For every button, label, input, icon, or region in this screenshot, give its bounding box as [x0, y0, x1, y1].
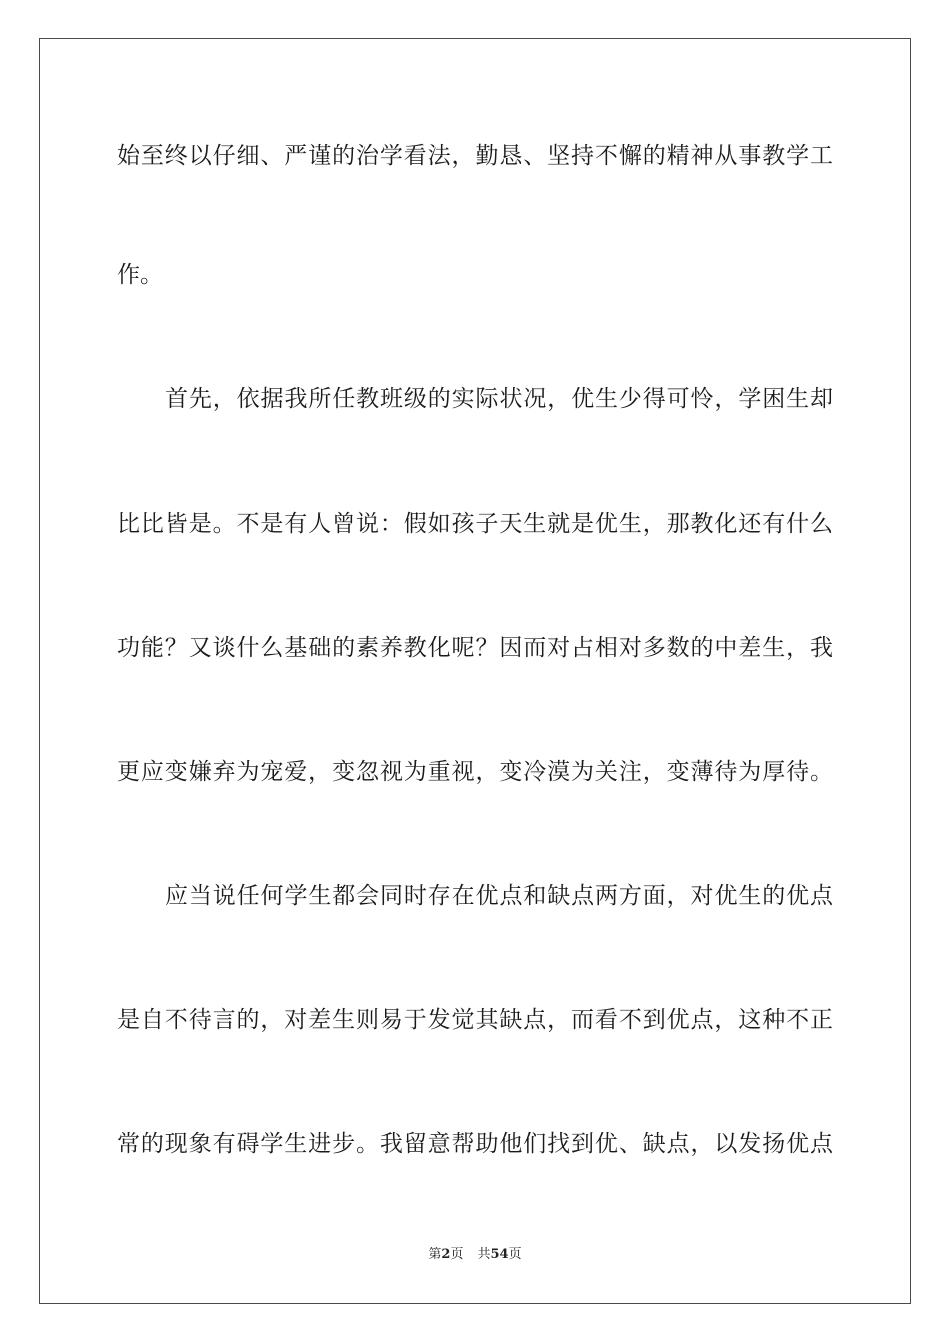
total-suffix: 页: [508, 1247, 522, 1262]
text-line-1: 始至终以仔细、严谨的治学看法，勤恳、坚持不懈的精神从事教学工: [117, 143, 833, 169]
text-line-5: 功能？又谈什么基础的素养教化呢？因而对占相对多数的中差生，我: [117, 635, 833, 661]
text-line-9: 常的现象有碍学生进步。我留意帮助他们找到优、缺点，以发扬优点: [117, 1131, 833, 1157]
text-line-8: 是自不待言的，对差生则易于发觉其缺点，而看不到优点，这种不正: [117, 1007, 833, 1033]
page-prefix: 第: [428, 1247, 442, 1262]
page-current: 2: [441, 1247, 451, 1262]
text-line-7: 应当说任何学生都会同时存在优点和缺点两方面，对优生的优点: [165, 883, 833, 909]
page-total: 54: [490, 1247, 509, 1262]
page-footer: [0, 1246, 950, 1264]
total-prefix: 共: [477, 1247, 491, 1262]
page-suffix: 页: [450, 1247, 464, 1262]
text-line-3: 首先，依据我所任教班级的实际状况，优生少得可怜，学困生却: [165, 386, 833, 412]
text-line-2: 作。: [117, 262, 163, 288]
text-line-4: 比比皆是。不是有人曾说：假如孩子天生就是优生，那教化还有什么: [117, 511, 833, 537]
text-line-6: 更应变嫌弃为宠爱，变忽视为重视，变冷漠为关注，变薄待为厚待。: [117, 759, 833, 785]
page-border: [39, 38, 911, 1304]
